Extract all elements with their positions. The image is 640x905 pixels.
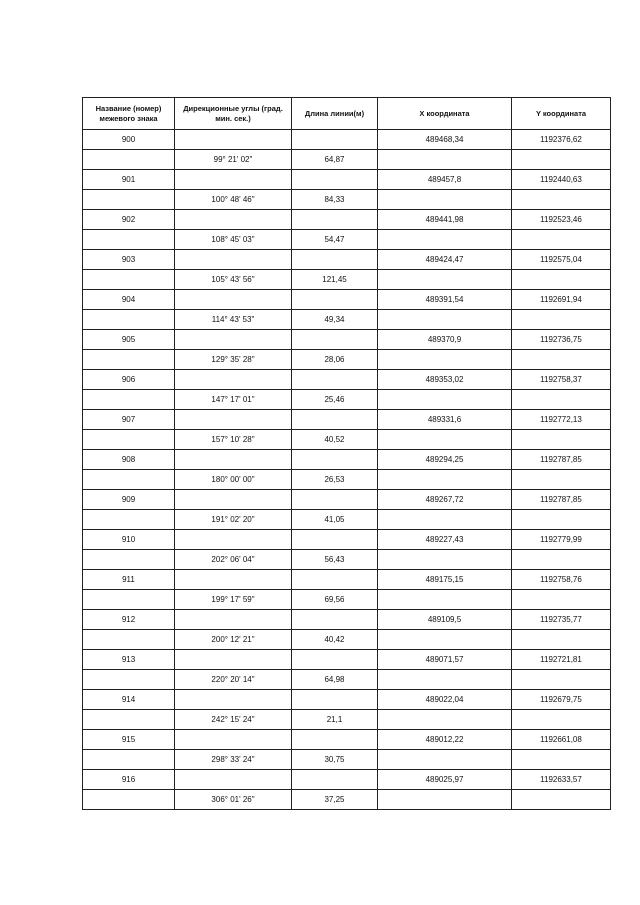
line-length-cell xyxy=(292,650,378,670)
table-row xyxy=(83,170,611,190)
marker-name-cell: 908 xyxy=(83,450,175,470)
x-coordinate-cell: 489441,98 xyxy=(378,210,512,230)
directional-angle-cell xyxy=(175,290,292,310)
line-length-cell: 64,87 xyxy=(292,150,378,170)
line-length-cell xyxy=(292,570,378,590)
marker-name-cell xyxy=(83,630,175,650)
x-coordinate-cell xyxy=(378,270,512,290)
line-length-cell: 40,42 xyxy=(292,630,378,650)
x-coordinate-cell xyxy=(378,630,512,650)
line-length-cell: 84,33 xyxy=(292,190,378,210)
table-row xyxy=(83,670,611,690)
table-row xyxy=(83,790,611,810)
x-coordinate-cell xyxy=(378,350,512,370)
directional-angle-cell: 157° 10' 28" xyxy=(175,430,292,450)
y-coordinate-cell xyxy=(512,230,611,250)
marker-name-cell xyxy=(83,670,175,690)
table-row xyxy=(83,490,611,510)
marker-name-cell: 912 xyxy=(83,610,175,630)
y-coordinate-cell: 1192575,04 xyxy=(512,250,611,270)
marker-name-cell: 915 xyxy=(83,730,175,750)
directional-angle-cell: 200° 12' 21" xyxy=(175,630,292,650)
line-length-cell xyxy=(292,370,378,390)
directional-angle-cell xyxy=(175,410,292,430)
marker-name-cell: 910 xyxy=(83,530,175,550)
line-length-cell xyxy=(292,330,378,350)
marker-name-cell: 901 xyxy=(83,170,175,190)
directional-angle-cell xyxy=(175,210,292,230)
x-coordinate-cell: 489022,04 xyxy=(378,690,512,710)
x-coordinate-cell: 489353,02 xyxy=(378,370,512,390)
line-length-cell xyxy=(292,770,378,790)
directional-angle-cell xyxy=(175,530,292,550)
table-row xyxy=(83,430,611,450)
y-coordinate-cell: 1192772,13 xyxy=(512,410,611,430)
line-length-cell xyxy=(292,490,378,510)
x-coordinate-cell: 489012,22 xyxy=(378,730,512,750)
marker-name-cell: 904 xyxy=(83,290,175,310)
header-directional-angles: Дирекционные углы (град. мин. сек.) xyxy=(175,98,292,130)
x-coordinate-cell: 489294,25 xyxy=(378,450,512,470)
directional-angle-cell xyxy=(175,370,292,390)
y-coordinate-cell: 1192736,75 xyxy=(512,330,611,350)
table-row xyxy=(83,770,611,790)
marker-name-cell xyxy=(83,470,175,490)
x-coordinate-cell xyxy=(378,710,512,730)
table-row xyxy=(83,210,611,230)
directional-angle-cell: 220° 20' 14" xyxy=(175,670,292,690)
line-length-cell: 28,06 xyxy=(292,350,378,370)
table-row xyxy=(83,610,611,630)
x-coordinate-cell: 489109,5 xyxy=(378,610,512,630)
table-row xyxy=(83,690,611,710)
marker-name-cell xyxy=(83,710,175,730)
directional-angle-cell: 242° 15' 24" xyxy=(175,710,292,730)
directional-angle-cell xyxy=(175,650,292,670)
marker-name-cell xyxy=(83,510,175,530)
y-coordinate-cell xyxy=(512,510,611,530)
directional-angle-cell xyxy=(175,330,292,350)
x-coordinate-cell: 489424,47 xyxy=(378,250,512,270)
x-coordinate-cell xyxy=(378,790,512,810)
y-coordinate-cell xyxy=(512,670,611,690)
x-coordinate-cell xyxy=(378,590,512,610)
table-row xyxy=(83,730,611,750)
table-row xyxy=(83,350,611,370)
marker-name-cell: 909 xyxy=(83,490,175,510)
x-coordinate-cell: 489370,9 xyxy=(378,330,512,350)
x-coordinate-cell: 489175,15 xyxy=(378,570,512,590)
line-length-cell: 121,45 xyxy=(292,270,378,290)
x-coordinate-cell: 489025,97 xyxy=(378,770,512,790)
line-length-cell: 25,46 xyxy=(292,390,378,410)
directional-angle-cell xyxy=(175,250,292,270)
x-coordinate-cell: 489071,57 xyxy=(378,650,512,670)
x-coordinate-cell: 489331,6 xyxy=(378,410,512,430)
table-row xyxy=(83,590,611,610)
line-length-cell xyxy=(292,290,378,310)
header-line-length: Длина линии(м) xyxy=(292,98,378,130)
directional-angle-cell: 202° 06' 04" xyxy=(175,550,292,570)
marker-name-cell: 906 xyxy=(83,370,175,390)
x-coordinate-cell: 489267,72 xyxy=(378,490,512,510)
marker-name-cell xyxy=(83,150,175,170)
y-coordinate-cell: 1192735,77 xyxy=(512,610,611,630)
line-length-cell xyxy=(292,170,378,190)
table-row xyxy=(83,150,611,170)
y-coordinate-cell: 1192679,75 xyxy=(512,690,611,710)
y-coordinate-cell xyxy=(512,190,611,210)
x-coordinate-cell xyxy=(378,230,512,250)
y-coordinate-cell: 1192691,94 xyxy=(512,290,611,310)
marker-name-cell xyxy=(83,270,175,290)
marker-name-cell: 903 xyxy=(83,250,175,270)
y-coordinate-cell xyxy=(512,270,611,290)
table-row xyxy=(83,570,611,590)
x-coordinate-cell xyxy=(378,750,512,770)
directional-angle-cell xyxy=(175,730,292,750)
table-row xyxy=(83,390,611,410)
line-length-cell: 64,98 xyxy=(292,670,378,690)
table-row xyxy=(83,750,611,770)
marker-name-cell: 911 xyxy=(83,570,175,590)
line-length-cell: 40,52 xyxy=(292,430,378,450)
y-coordinate-cell: 1192376,62 xyxy=(512,130,611,150)
directional-angle-cell: 147° 17' 01" xyxy=(175,390,292,410)
table-row xyxy=(83,450,611,470)
line-length-cell: 41,05 xyxy=(292,510,378,530)
table-row xyxy=(83,410,611,430)
marker-name-cell: 913 xyxy=(83,650,175,670)
y-coordinate-cell xyxy=(512,550,611,570)
line-length-cell xyxy=(292,410,378,430)
y-coordinate-cell: 1192633,57 xyxy=(512,770,611,790)
line-length-cell: 21,1 xyxy=(292,710,378,730)
coordinates-table xyxy=(82,97,611,810)
y-coordinate-cell: 1192661,08 xyxy=(512,730,611,750)
directional-angle-cell: 180° 00' 00" xyxy=(175,470,292,490)
x-coordinate-cell xyxy=(378,430,512,450)
x-coordinate-cell xyxy=(378,670,512,690)
line-length-cell xyxy=(292,130,378,150)
y-coordinate-cell: 1192779,99 xyxy=(512,530,611,550)
y-coordinate-cell xyxy=(512,590,611,610)
y-coordinate-cell: 1192440,63 xyxy=(512,170,611,190)
header-x-coordinate: X координата xyxy=(378,98,512,130)
marker-name-cell xyxy=(83,230,175,250)
line-length-cell: 69,56 xyxy=(292,590,378,610)
line-length-cell xyxy=(292,250,378,270)
table-row xyxy=(83,650,611,670)
line-length-cell xyxy=(292,690,378,710)
directional-angle-cell: 306° 01' 26" xyxy=(175,790,292,810)
marker-name-cell xyxy=(83,310,175,330)
directional-angle-cell xyxy=(175,130,292,150)
table-row xyxy=(83,130,611,150)
table-row xyxy=(83,190,611,210)
table-row xyxy=(83,470,611,490)
directional-angle-cell xyxy=(175,450,292,470)
table-row xyxy=(83,310,611,330)
y-coordinate-cell: 1192758,76 xyxy=(512,570,611,590)
x-coordinate-cell xyxy=(378,510,512,530)
table-row xyxy=(83,230,611,250)
line-length-cell xyxy=(292,210,378,230)
directional-angle-cell: 298° 33' 24" xyxy=(175,750,292,770)
marker-name-cell: 900 xyxy=(83,130,175,150)
directional-angle-cell xyxy=(175,170,292,190)
line-length-cell: 56,43 xyxy=(292,550,378,570)
directional-angle-cell xyxy=(175,690,292,710)
marker-name-cell xyxy=(83,430,175,450)
table-row xyxy=(83,510,611,530)
line-length-cell: 49,34 xyxy=(292,310,378,330)
marker-name-cell: 916 xyxy=(83,770,175,790)
table-row xyxy=(83,330,611,350)
y-coordinate-cell xyxy=(512,310,611,330)
table-row xyxy=(83,530,611,550)
directional-angle-cell: 105° 43' 56" xyxy=(175,270,292,290)
table-header-row xyxy=(83,98,611,130)
marker-name-cell: 907 xyxy=(83,410,175,430)
x-coordinate-cell xyxy=(378,550,512,570)
line-length-cell: 54,47 xyxy=(292,230,378,250)
y-coordinate-cell xyxy=(512,470,611,490)
line-length-cell: 26,53 xyxy=(292,470,378,490)
directional-angle-cell xyxy=(175,570,292,590)
table-row xyxy=(83,550,611,570)
table-row xyxy=(83,630,611,650)
marker-name-cell xyxy=(83,590,175,610)
table-row xyxy=(83,370,611,390)
directional-angle-cell: 129° 35' 28" xyxy=(175,350,292,370)
marker-name-cell: 914 xyxy=(83,690,175,710)
y-coordinate-cell: 1192758,37 xyxy=(512,370,611,390)
marker-name-cell xyxy=(83,390,175,410)
y-coordinate-cell: 1192721,81 xyxy=(512,650,611,670)
marker-name-cell: 902 xyxy=(83,210,175,230)
marker-name-cell xyxy=(83,750,175,770)
marker-name-cell xyxy=(83,790,175,810)
x-coordinate-cell xyxy=(378,390,512,410)
y-coordinate-cell: 1192787,85 xyxy=(512,490,611,510)
marker-name-cell xyxy=(83,550,175,570)
marker-name-cell xyxy=(83,190,175,210)
y-coordinate-cell xyxy=(512,750,611,770)
directional-angle-cell: 100° 48' 46" xyxy=(175,190,292,210)
x-coordinate-cell xyxy=(378,190,512,210)
line-length-cell xyxy=(292,450,378,470)
y-coordinate-cell: 1192787,85 xyxy=(512,450,611,470)
header-marker-name: Название (номер) межевого знака xyxy=(83,98,175,130)
line-length-cell xyxy=(292,730,378,750)
directional-angle-cell xyxy=(175,610,292,630)
table-row xyxy=(83,250,611,270)
directional-angle-cell: 114° 43' 53" xyxy=(175,310,292,330)
line-length-cell: 37,25 xyxy=(292,790,378,810)
y-coordinate-cell xyxy=(512,150,611,170)
y-coordinate-cell xyxy=(512,390,611,410)
y-coordinate-cell xyxy=(512,350,611,370)
table-row xyxy=(83,710,611,730)
directional-angle-cell: 108° 45' 03" xyxy=(175,230,292,250)
line-length-cell xyxy=(292,610,378,630)
directional-angle-cell xyxy=(175,490,292,510)
marker-name-cell: 905 xyxy=(83,330,175,350)
x-coordinate-cell xyxy=(378,150,512,170)
x-coordinate-cell: 489468,34 xyxy=(378,130,512,150)
y-coordinate-cell xyxy=(512,710,611,730)
y-coordinate-cell: 1192523,46 xyxy=(512,210,611,230)
y-coordinate-cell xyxy=(512,630,611,650)
directional-angle-cell: 191° 02' 20" xyxy=(175,510,292,530)
directional-angle-cell: 199° 17' 59" xyxy=(175,590,292,610)
x-coordinate-cell xyxy=(378,310,512,330)
table-row xyxy=(83,270,611,290)
x-coordinate-cell: 489457,8 xyxy=(378,170,512,190)
header-y-coordinate: Y координата xyxy=(512,98,611,130)
table-row xyxy=(83,290,611,310)
line-length-cell: 30,75 xyxy=(292,750,378,770)
line-length-cell xyxy=(292,530,378,550)
y-coordinate-cell xyxy=(512,790,611,810)
x-coordinate-cell: 489227,43 xyxy=(378,530,512,550)
directional-angle-cell: 99° 21' 02" xyxy=(175,150,292,170)
marker-name-cell xyxy=(83,350,175,370)
x-coordinate-cell xyxy=(378,470,512,490)
directional-angle-cell xyxy=(175,770,292,790)
y-coordinate-cell xyxy=(512,430,611,450)
x-coordinate-cell: 489391,54 xyxy=(378,290,512,310)
